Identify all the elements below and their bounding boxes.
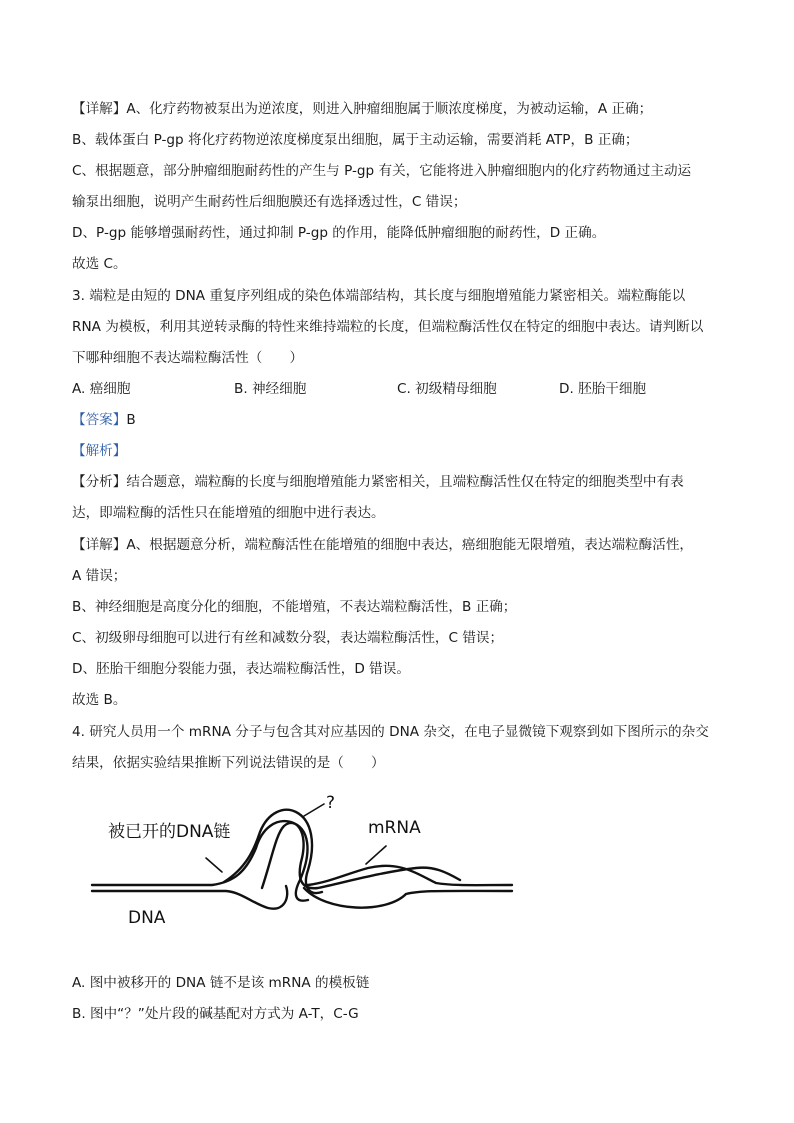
option-b: B. 神经细胞	[234, 381, 307, 397]
analysis-line-2: 达，即端粒酶的活性只在能增殖的细胞中进行表达。	[72, 505, 385, 521]
answer-value: B	[126, 412, 136, 428]
dna-strand-lower-right	[304, 888, 512, 908]
detail-line-5: D、P-gp 能够增强耐药性，通过抑制 P-gp 的作用，能降低肿瘤细胞的耐药性，D 正确。	[72, 225, 606, 241]
analysis-line-1: 【分析】结合题意，端粒酶的长度与细胞增殖能力紧密相关，且端粒酶活性仅在特定的细胞类型中有表	[72, 474, 684, 490]
pointer-unwound	[206, 858, 222, 872]
mrna-strand	[262, 823, 460, 888]
detail-line-1: 【详解】A、化疗药物被泵出为逆浓度，则进入肿瘤细胞属于顺浓度梯度，为被动运输，A 正确；	[72, 101, 653, 117]
explanation-line-1: 【详解】A、根据题意分析，端粒酶活性在能增殖的细胞中表达，癌细胞能无限增殖，表达端粒酶活性，	[72, 537, 694, 553]
pointer-question	[304, 804, 324, 816]
detail-line-3: C、根据题意，部分肿瘤细胞耐药性的产生与 P-gp 有关，它能将进入肿瘤细胞内的化疗药物通过主动运	[72, 163, 692, 179]
option-a: A. 癌细胞	[72, 381, 131, 397]
option-d: D. 胚胎干细胞	[559, 381, 647, 397]
explanation-line-3: B、神经细胞是高度分化的细胞，不能增殖，不表达端粒酶活性，B 正确；	[72, 599, 517, 615]
analysis-heading: 【解析】	[72, 443, 127, 459]
question-3-line-2: RNA 为模板，利用其逆转录酶的特性来维持端粒的长度，但端粒酶活性仅在特定的细胞中表达。请判断以	[72, 319, 704, 335]
label-dna: DNA	[128, 908, 166, 928]
question-4-line-1: 4. 研究人员用一个 mRNA 分子与包含其对应基因的 DNA 杂交，在电子显微镜下观察到如下图所示的杂交	[72, 724, 709, 740]
question-3-line-1: 3. 端粒是由短的 DNA 重复序列组成的染色体端部结构，其长度与细胞增殖能力紧密相关。端粒酶能以	[72, 288, 686, 304]
conclusion-line: 故选 C。	[72, 256, 127, 272]
answer-label: 【答案】	[72, 412, 127, 428]
detail-line-2: B、载体蛋白 P-gp 将化疗药物逆浓度梯度泵出细胞，属于主动运输，需要消耗 ATP，B 正确；	[72, 132, 639, 148]
answer-line	[72, 410, 136, 430]
question-4-option-b: B. 图中“？”处片段的碱基配对方式为 A-T，C-G	[72, 1006, 359, 1022]
question-4-line-2: 结果，依据实验结果推断下列说法错误的是（ ）	[72, 755, 385, 771]
hybridization-figure	[86, 788, 526, 938]
explanation-line-4: C、初级卵母细胞可以进行有丝和减数分裂，表达端粒酶活性，C 错误；	[72, 630, 504, 646]
explanation-line-5: D、胚胎干细胞分裂能力强，表达端粒酶活性，D 错误。	[72, 661, 410, 677]
dna-strand-lower-left	[92, 886, 287, 909]
pointer-mrna	[366, 846, 386, 864]
question-3-line-3: 下哪种细胞不表达端粒酶活性（ ）	[72, 350, 304, 366]
label-unwound-dna: 被已开的DNA链	[108, 822, 231, 842]
label-mrna: mRNA	[368, 818, 421, 838]
question-4-option-a: A. 图中被移开的 DNA 链不是该 mRNA 的模板链	[72, 975, 370, 991]
option-c: C. 初级精母细胞	[397, 381, 497, 397]
label-question-mark: ?	[326, 793, 336, 813]
explanation-conclusion: 故选 B。	[72, 692, 127, 708]
detail-line-4: 输泵出细胞，说明产生耐药性后细胞膜还有选择透过性，C 错误；	[72, 194, 467, 210]
explanation-line-2: A 错误；	[72, 568, 127, 584]
